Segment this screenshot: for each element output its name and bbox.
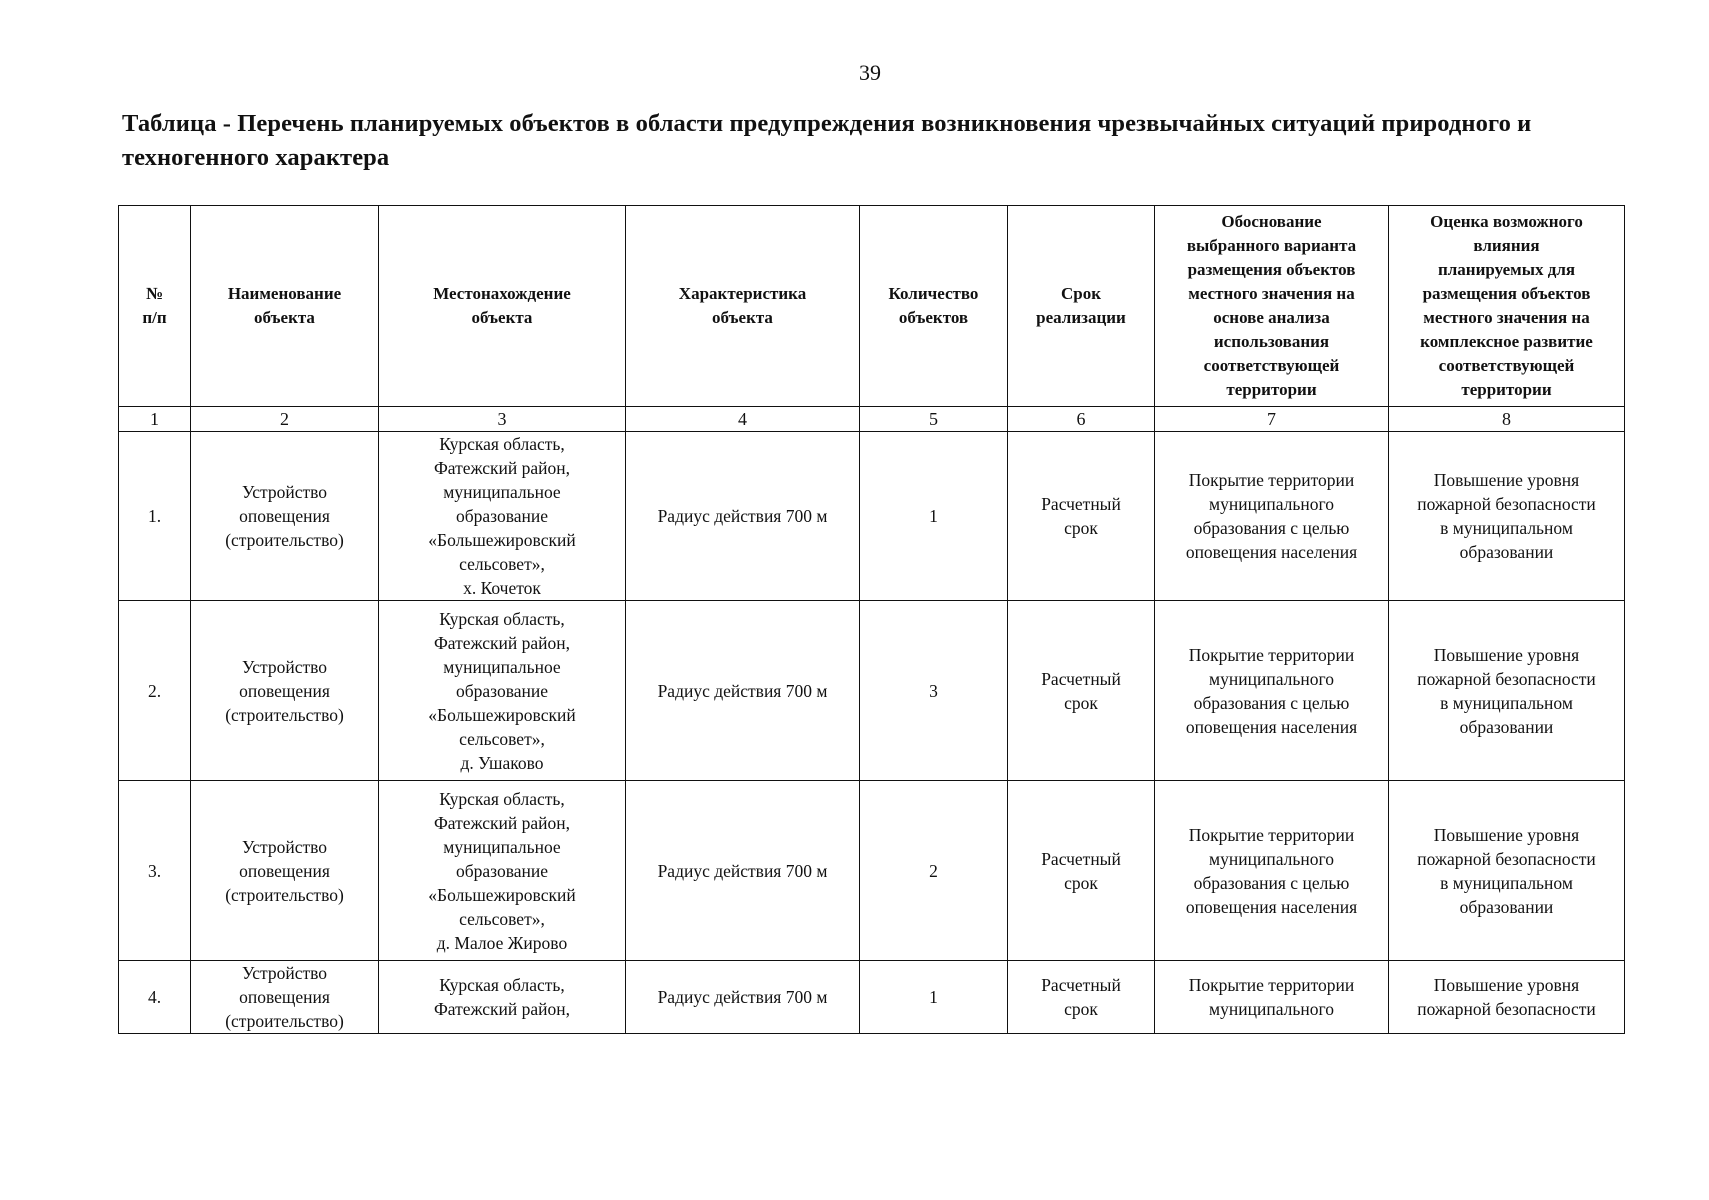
column-number: 1 xyxy=(119,407,191,432)
objects-table xyxy=(118,205,1625,1034)
object-name: Устройство оповещения (строительство) xyxy=(191,432,379,601)
column-number: 4 xyxy=(626,407,860,432)
placement-justification: Покрытие территории муниципального образования с целью оповещения населения xyxy=(1155,601,1389,781)
implementation-term: Расчетный срок xyxy=(1008,601,1155,781)
object-quantity: 3 xyxy=(860,601,1008,781)
object-characteristic: Радиус действия 700 м xyxy=(626,601,860,781)
object-location: Курская область, Фатежский район, муниципальное образование «Большежировский сельсовет», д. Ушаково xyxy=(379,601,626,781)
object-name: Устройство оповещения (строительство) xyxy=(191,781,379,961)
header-number: № п/п xyxy=(119,206,191,407)
placement-justification: Покрытие территории муниципального образования с целью оповещения населения xyxy=(1155,432,1389,601)
impact-assessment: Повышение уровня пожарной безопасности в муниципальном образовании xyxy=(1389,781,1625,961)
header-characteristic: Характеристика объекта xyxy=(626,206,860,407)
object-location: Курская область, Фатежский район, муниципальное образование «Большежировский сельсовет», х. Кочеток xyxy=(379,432,626,601)
object-name: Устройство оповещения (строительство) xyxy=(191,601,379,781)
object-characteristic: Радиус действия 700 м xyxy=(626,781,860,961)
object-characteristic: Радиус действия 700 м xyxy=(626,961,860,1034)
column-number-row xyxy=(119,407,1625,432)
object-characteristic: Радиус действия 700 м xyxy=(626,432,860,601)
impact-assessment: Повышение уровня пожарной безопасности в муниципальном образовании xyxy=(1389,601,1625,781)
implementation-term: Расчетный срок xyxy=(1008,961,1155,1034)
header-justification: Обоснование выбранного варианта размещения объектов местного значения на основе анализа использования соответствующей территории xyxy=(1155,206,1389,407)
row-number: 2. xyxy=(119,601,191,781)
implementation-term: Расчетный срок xyxy=(1008,781,1155,961)
object-quantity: 1 xyxy=(860,961,1008,1034)
placement-justification: Покрытие территории муниципального образования с целью оповещения населения xyxy=(1155,781,1389,961)
object-quantity: 2 xyxy=(860,781,1008,961)
column-number: 7 xyxy=(1155,407,1389,432)
row-number: 3. xyxy=(119,781,191,961)
implementation-term: Расчетный срок xyxy=(1008,432,1155,601)
table-row xyxy=(119,781,1625,961)
object-location: Курская область, Фатежский район, муниципальное образование «Большежировский сельсовет», д. Малое Жирово xyxy=(379,781,626,961)
header-name: Наименование объекта xyxy=(191,206,379,407)
table-header-row xyxy=(119,206,1625,407)
object-location: Курская область, Фатежский район, xyxy=(379,961,626,1034)
row-number: 4. xyxy=(119,961,191,1034)
object-name: Устройство оповещения (строительство) xyxy=(191,961,379,1034)
table-row xyxy=(119,432,1625,601)
placement-justification: Покрытие территории муниципального xyxy=(1155,961,1389,1034)
header-location: Местонахождение объекта xyxy=(379,206,626,407)
column-number: 8 xyxy=(1389,407,1625,432)
page-number: 39 xyxy=(859,60,881,85)
header-quantity: Количество объектов xyxy=(860,206,1008,407)
column-number: 3 xyxy=(379,407,626,432)
document-title: Таблица - Перечень планируемых объектов в области предупреждения возникновения чрезвычайных ситуаций природного и техногенного характера xyxy=(122,110,1532,171)
table-row xyxy=(119,601,1625,781)
table-row xyxy=(119,961,1625,1034)
column-number: 6 xyxy=(1008,407,1155,432)
column-number: 5 xyxy=(860,407,1008,432)
header-impact: Оценка возможного влияния планируемых для размещения объектов местного значения на комплексное развитие соответствующей территории xyxy=(1389,206,1625,407)
object-quantity: 1 xyxy=(860,432,1008,601)
row-number: 1. xyxy=(119,432,191,601)
column-number: 2 xyxy=(191,407,379,432)
header-term: Срок реализации xyxy=(1008,206,1155,407)
impact-assessment: Повышение уровня пожарной безопасности в муниципальном образовании xyxy=(1389,432,1625,601)
impact-assessment: Повышение уровня пожарной безопасности xyxy=(1389,961,1625,1034)
